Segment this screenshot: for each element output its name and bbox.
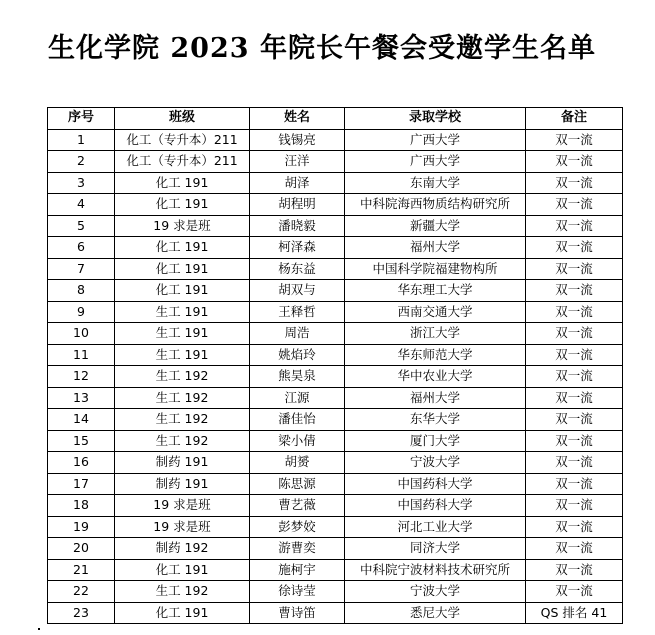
cell-class: 化工 191 [115, 194, 250, 216]
cell-note: 双一流 [526, 516, 623, 538]
header-name: 姓名 [250, 108, 345, 130]
cell-name: 胡程明 [250, 194, 345, 216]
cell-school: 浙江大学 [345, 323, 526, 345]
cell-school: 东华大学 [345, 409, 526, 431]
cell-name: 钱锡亮 [250, 129, 345, 151]
cell-school: 宁波大学 [345, 581, 526, 603]
cell-school: 东南大学 [345, 172, 526, 194]
table-row [48, 215, 623, 237]
cell-school: 福州大学 [345, 237, 526, 259]
cell-note: QS 排名 41 [526, 602, 623, 624]
cell-index: 12 [48, 366, 115, 388]
cell-class: 制药 191 [115, 452, 250, 474]
table-row [48, 151, 623, 173]
cell-name: 姚焰玲 [250, 344, 345, 366]
cell-name: 王释哲 [250, 301, 345, 323]
cell-index: 2 [48, 151, 115, 173]
cell-index: 17 [48, 473, 115, 495]
cell-index: 7 [48, 258, 115, 280]
cell-class: 化工 191 [115, 237, 250, 259]
table-row [48, 473, 623, 495]
cell-class: 化工 191 [115, 172, 250, 194]
table-row [48, 559, 623, 581]
table-row [48, 194, 623, 216]
cell-name: 杨东益 [250, 258, 345, 280]
cell-name: 胡泽 [250, 172, 345, 194]
cell-name: 江源 [250, 387, 345, 409]
cell-class: 19 求是班 [115, 215, 250, 237]
cell-note: 双一流 [526, 194, 623, 216]
cell-school: 中国药科大学 [345, 495, 526, 517]
cell-school: 西南交通大学 [345, 301, 526, 323]
table-row [48, 323, 623, 345]
cell-note: 双一流 [526, 409, 623, 431]
cell-school: 悉尼大学 [345, 602, 526, 624]
cell-class: 化工 191 [115, 258, 250, 280]
cell-index: 16 [48, 452, 115, 474]
cell-note: 双一流 [526, 301, 623, 323]
cell-name: 胡双与 [250, 280, 345, 302]
document-title: 生化学院 2023 年院长午餐会受邀学生名单 [48, 33, 596, 64]
cell-class: 19 求是班 [115, 495, 250, 517]
cell-index: 8 [48, 280, 115, 302]
table-row [48, 366, 623, 388]
table-body [48, 129, 623, 624]
cell-name: 曹诗笛 [250, 602, 345, 624]
cell-name: 游曹奕 [250, 538, 345, 560]
cell-class: 19 求是班 [115, 516, 250, 538]
cell-class: 化工 191 [115, 280, 250, 302]
cell-index: 5 [48, 215, 115, 237]
table-row [48, 344, 623, 366]
table-row [48, 237, 623, 259]
table-row [48, 387, 623, 409]
cell-note: 双一流 [526, 129, 623, 151]
cell-class: 生工 192 [115, 581, 250, 603]
cell-index: 9 [48, 301, 115, 323]
cell-school: 厦门大学 [345, 430, 526, 452]
header-class: 班级 [115, 108, 250, 130]
cell-name: 胡赟 [250, 452, 345, 474]
cell-school: 宁波大学 [345, 452, 526, 474]
cell-name: 柯泽森 [250, 237, 345, 259]
cell-name: 潘佳怡 [250, 409, 345, 431]
cell-name: 潘晓毅 [250, 215, 345, 237]
table-row [48, 172, 623, 194]
table-row [48, 538, 623, 560]
cell-name: 彭梦姣 [250, 516, 345, 538]
cell-index: 10 [48, 323, 115, 345]
cell-school: 河北工业大学 [345, 516, 526, 538]
cell-index: 19 [48, 516, 115, 538]
cell-note: 双一流 [526, 237, 623, 259]
cell-name: 陈思源 [250, 473, 345, 495]
table-row [48, 581, 623, 603]
cell-index: 4 [48, 194, 115, 216]
cell-index: 22 [48, 581, 115, 603]
cell-school: 中科院宁波材料技术研究所 [345, 559, 526, 581]
cell-note: 双一流 [526, 258, 623, 280]
cell-note: 双一流 [526, 215, 623, 237]
cell-class: 制药 191 [115, 473, 250, 495]
cell-class: 生工 192 [115, 430, 250, 452]
cell-note: 双一流 [526, 559, 623, 581]
cell-note: 双一流 [526, 387, 623, 409]
cell-index: 6 [48, 237, 115, 259]
cell-class: 生工 192 [115, 387, 250, 409]
cell-class: 生工 191 [115, 344, 250, 366]
cell-school: 同济大学 [345, 538, 526, 560]
cell-class: 生工 191 [115, 301, 250, 323]
header-note: 备注 [526, 108, 623, 130]
cell-class: 化工（专升本）211 [115, 151, 250, 173]
cell-class: 化工（专升本）211 [115, 129, 250, 151]
table-row [48, 129, 623, 151]
cell-school: 华东理工大学 [345, 280, 526, 302]
header-index: 序号 [48, 108, 115, 130]
cell-school: 福州大学 [345, 387, 526, 409]
header-school: 录取学校 [345, 108, 526, 130]
table-row [48, 452, 623, 474]
cell-class: 化工 191 [115, 602, 250, 624]
cell-note: 双一流 [526, 581, 623, 603]
cell-index: 13 [48, 387, 115, 409]
table-row [48, 516, 623, 538]
cell-class: 生工 192 [115, 409, 250, 431]
cell-index: 3 [48, 172, 115, 194]
cell-index: 1 [48, 129, 115, 151]
cell-index: 18 [48, 495, 115, 517]
cell-note: 双一流 [526, 495, 623, 517]
cell-index: 20 [48, 538, 115, 560]
cell-note: 双一流 [526, 473, 623, 495]
cell-note: 双一流 [526, 344, 623, 366]
cell-school: 中科院海西物质结构研究所 [345, 194, 526, 216]
table-row [48, 258, 623, 280]
stray-dot [38, 628, 40, 630]
table-row [48, 280, 623, 302]
cell-index: 21 [48, 559, 115, 581]
cell-index: 11 [48, 344, 115, 366]
cell-class: 生工 192 [115, 366, 250, 388]
table-row [48, 602, 623, 624]
table-header-row [48, 108, 623, 130]
cell-name: 梁小倩 [250, 430, 345, 452]
cell-index: 15 [48, 430, 115, 452]
cell-school: 华中农业大学 [345, 366, 526, 388]
cell-note: 双一流 [526, 452, 623, 474]
cell-index: 23 [48, 602, 115, 624]
cell-name: 熊昊泉 [250, 366, 345, 388]
cell-note: 双一流 [526, 172, 623, 194]
cell-name: 周浩 [250, 323, 345, 345]
cell-name: 施柯宇 [250, 559, 345, 581]
table-row [48, 409, 623, 431]
cell-note: 双一流 [526, 323, 623, 345]
cell-class: 化工 191 [115, 559, 250, 581]
cell-school: 华东师范大学 [345, 344, 526, 366]
cell-school: 中国科学院福建物构所 [345, 258, 526, 280]
cell-note: 双一流 [526, 151, 623, 173]
cell-note: 双一流 [526, 366, 623, 388]
cell-name: 曹艺薇 [250, 495, 345, 517]
cell-name: 徐诗莹 [250, 581, 345, 603]
table-row [48, 430, 623, 452]
cell-class: 制药 192 [115, 538, 250, 560]
cell-class: 生工 191 [115, 323, 250, 345]
cell-school: 广西大学 [345, 151, 526, 173]
cell-school: 广西大学 [345, 129, 526, 151]
cell-index: 14 [48, 409, 115, 431]
table-row [48, 301, 623, 323]
cell-school: 新疆大学 [345, 215, 526, 237]
table-row [48, 495, 623, 517]
cell-name: 汪洋 [250, 151, 345, 173]
cell-note: 双一流 [526, 430, 623, 452]
cell-note: 双一流 [526, 280, 623, 302]
cell-school: 中国药科大学 [345, 473, 526, 495]
student-list-table [47, 107, 623, 624]
cell-note: 双一流 [526, 538, 623, 560]
